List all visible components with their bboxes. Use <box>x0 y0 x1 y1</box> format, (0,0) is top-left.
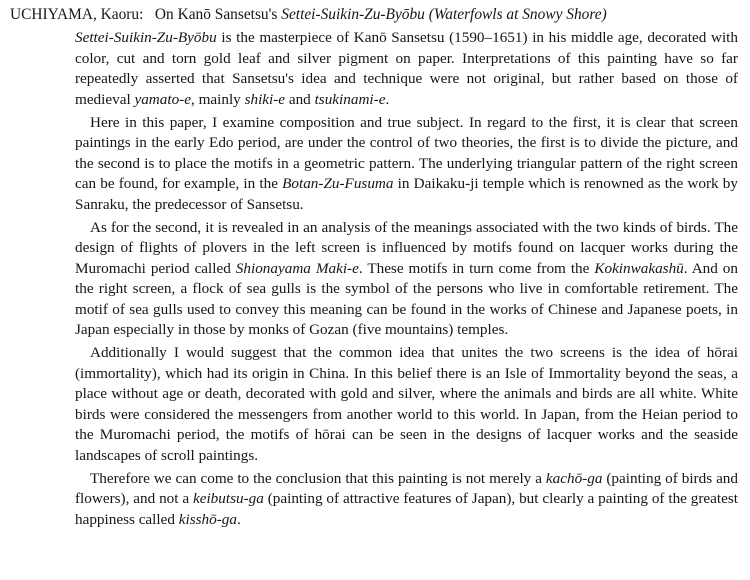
text-run: (painting of birds and flowers), and not a <box>75 469 738 507</box>
text-run: Here in this paper, I examine composition and true subject. In regard to the first, it is clear that screen paintings in the early Edo period, are under the control of two theories, the first is to divide the picture, and the second is to place the motifs in a geometric pattern. The underlying triangular pattern of the right screen can be found, for example, in the <box>75 113 738 192</box>
text-run: is the masterpiece of Kanō Sansetsu (1590–1651) in his middle age, decorated with color, cut and torn gold leaf and silver pigment on paper. Interpretations of this painting have so far repeatedly asserted that Sansetsu's idea and technique were not original, but rather based on those of medieval <box>75 29 738 108</box>
paragraph <box>75 343 738 466</box>
text-run: , mainly <box>190 90 245 108</box>
italic-term: Shionayama Maki-e <box>235 259 359 277</box>
italic-term: Botan-Zu-Fusuma <box>282 175 394 192</box>
title-paren: (Waterfowls at Snowy Shore) <box>428 6 607 23</box>
text-run: . And on the right screen, a flock of sea gulls is the symbol of the persons who live in comfortable retirement. The motif of sea gulls used to convey this meaning can be found in the works of Chinese and Japanese poets, in Japan especially in those by monks of Gozan (five mountains) temples. <box>75 259 738 338</box>
abstract-heading <box>10 5 607 25</box>
italic-term: kachō-ga <box>545 469 603 487</box>
text-run: . <box>236 510 241 528</box>
italic-term: tsukinami-e <box>314 90 386 108</box>
title-prefix: On Kanō Sansetsu's <box>154 6 278 23</box>
title-italic: Settei-Suikin-Zu-Byōbu <box>281 6 425 23</box>
text-run: (painting of attractive features of Japan), but clearly a painting of the greatest happiness called <box>75 490 738 528</box>
paragraph <box>75 28 738 110</box>
italic-term: shiki-e <box>244 90 286 108</box>
abstract-body <box>75 28 738 533</box>
italic-term: Kokinwakashū <box>594 259 684 277</box>
text-run: Therefore we can come to the conclusion that this painting is not merely a <box>90 469 546 487</box>
text-run: As for the second, it is revealed in an analysis of the meanings associated with the two kinds of birds. The design of flights of plovers in the left screen is influenced by motifs found on lacquer works during the Muromachi period called <box>75 218 738 277</box>
text-run: and <box>285 90 315 108</box>
text-run: . These motifs in turn come from the <box>358 259 595 277</box>
text-run: in Daikaku-ji temple which is renowned as the work by Sanraku, the predecessor of Sansetsu. <box>75 175 738 213</box>
paragraph <box>75 218 738 341</box>
italic-term: yamato-e <box>134 90 191 108</box>
text-run: . <box>385 90 390 108</box>
paragraph <box>75 469 738 531</box>
italic-term: Settei-Suikin-Zu-Byōbu <box>75 29 217 46</box>
author-name: UCHIYAMA, Kaoru: <box>10 6 144 23</box>
paragraph <box>75 113 738 216</box>
text-run: Additionally I would suggest that the common idea that unites the two screens is the idea of hōrai (immortality), which had its origin in China. In this belief there is an Isle of Immortality beyond the seas, a place without age or death, decorated with gold and silver, where the animals and birds are all white. White birds were considered the messengers from another world to this world. In Japan, from the Heian period to the Muromachi period, the motifs of hōrai can be seen in the designs of lacquer works and the seaside landscapes of scroll paintings. <box>75 344 738 464</box>
italic-term: kisshō-ga <box>178 510 237 528</box>
italic-term: keibutsu-ga <box>192 490 264 507</box>
